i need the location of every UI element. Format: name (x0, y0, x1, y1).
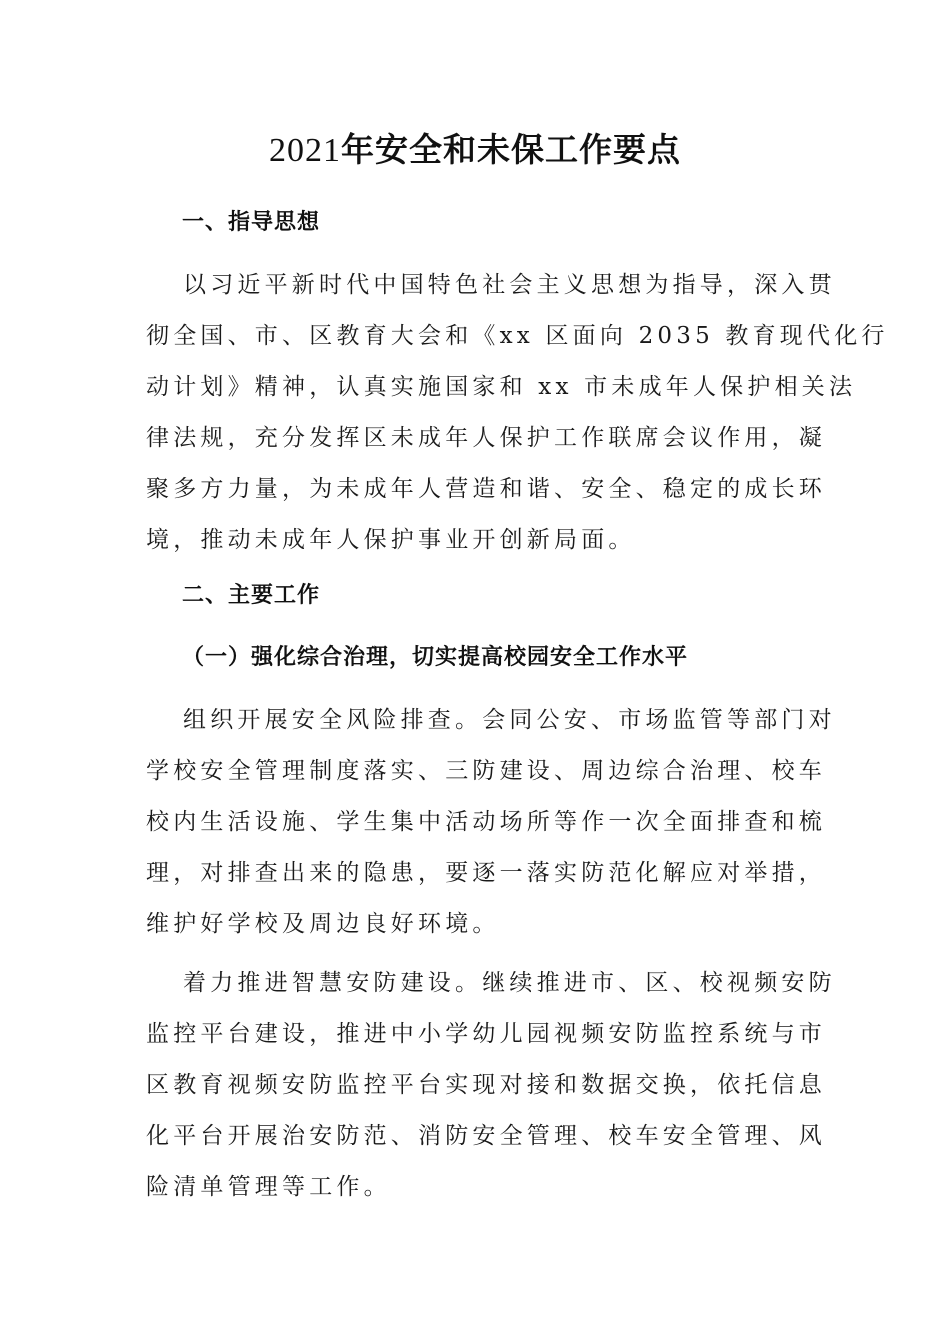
paragraph-line: 动计划》精神，认真实施国家和 xx 市未成年人保护相关法 (146, 374, 857, 400)
paragraph-line: 组织开展安全风险排查。会同公安、市场监管等部门对 (183, 707, 836, 733)
paragraph-smart-security (146, 958, 836, 1213)
paragraph-line: 理，对排查出来的隐患，要逐一落实防范化解应对举措， (146, 860, 826, 886)
paragraph-line: 学校安全管理制度落实、三防建设、周边综合治理、校车 (146, 758, 826, 784)
title-year: 2021 (269, 132, 341, 169)
subsection-heading-comprehensive-governance: （一）强化综合治理，切实提高校园安全工作水平 (182, 645, 689, 670)
paragraph-line: 着力推进智慧安防建设。继续推进市、区、校视频安防 (183, 970, 836, 996)
paragraph-line: 彻全国、市、区教育大会和《xx 区面向 2035 教育现代化行 (146, 323, 889, 349)
paragraph-risk-inspection (146, 695, 836, 950)
paragraph-line: 以习近平新时代中国特色社会主义思想为指导，深入贯 (183, 272, 836, 298)
paragraph-line: 区教育视频安防监控平台实现对接和数据交换，依托信息 (146, 1072, 826, 1098)
section-heading-guiding-ideology: 一、指导思想 (182, 210, 321, 235)
paragraph-line: 律法规，充分发挥区未成年人保护工作联席会议作用，凝 (146, 425, 826, 451)
paragraph-line: 监控平台建设，推进中小学幼儿园视频安防监控系统与市 (146, 1021, 826, 1047)
paragraph-line: 校内生活设施、学生集中活动场所等作一次全面排查和梳 (146, 809, 826, 835)
paragraph-line: 化平台开展治安防范、消防安全管理、校车安全管理、风 (146, 1123, 826, 1149)
title-text: 年安全和未保工作要点 (341, 130, 681, 169)
paragraph-line: 险清单管理等工作。 (146, 1174, 391, 1200)
paragraph-line: 聚多方力量，为未成年人营造和谐、安全、稳定的成长环 (146, 476, 826, 502)
paragraph-line: 维护好学校及周边良好环境。 (146, 911, 500, 937)
section-heading-main-work: 二、主要工作 (182, 583, 321, 608)
paragraph-line: 境，推动未成年人保护事业开创新局面。 (146, 527, 636, 553)
paragraph-guiding-ideology (146, 260, 889, 566)
document-title (0, 122, 950, 179)
